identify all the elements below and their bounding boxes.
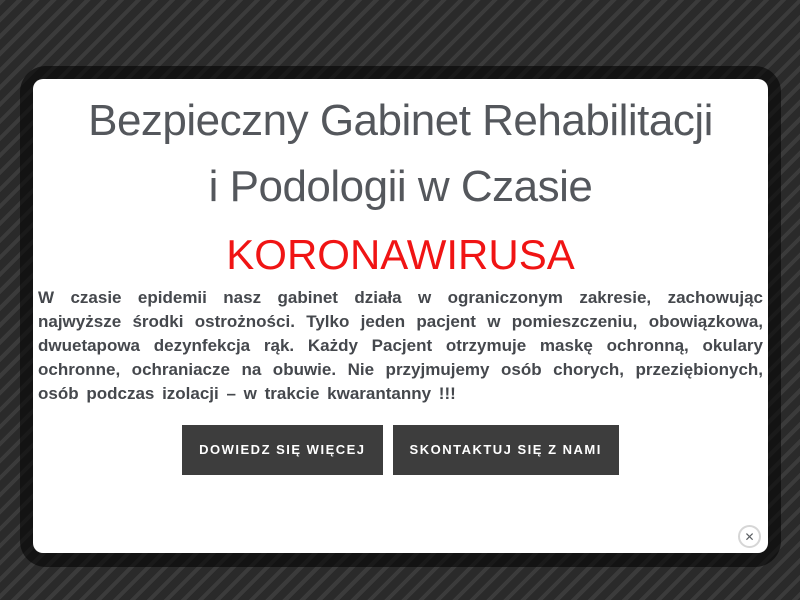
modal-title xyxy=(33,88,768,288)
contact-us-button[interactable]: SKONTAKTUJ SIĘ Z NAMI xyxy=(393,425,619,475)
title-line-2: i Podologii w Czasie xyxy=(208,162,593,211)
modal-overlay xyxy=(20,66,781,567)
title-highlight-koronawirusa: KORONAWIRUSA xyxy=(226,231,575,278)
close-icon: ✕ xyxy=(744,529,755,544)
close-button[interactable] xyxy=(738,525,761,548)
covid-notice-modal xyxy=(33,79,768,553)
learn-more-button[interactable]: DOWIEDZ SIĘ WIĘCEJ xyxy=(182,425,382,475)
title-line-1: Bezpieczny Gabinet Rehabilitacji xyxy=(88,96,713,145)
modal-body-text: W czasie epidemii nasz gabinet działa w ograniczonym zakresie, zachowując najwyższe środki ostrożności. Tylko jeden pacjent w pomieszczeniu, obowiązkowa, dwuetapowa dezynfekcja rąk. Każdy Pacjent otrzymuje maskę ochronną, okulary ochronne, ochraniacze na obuwie. Nie przyjmujemy osób chorych, przeziębionych, osób podczas izolacji – w trakcie kwarantanny !!! xyxy=(38,288,763,403)
modal-actions xyxy=(33,425,768,475)
